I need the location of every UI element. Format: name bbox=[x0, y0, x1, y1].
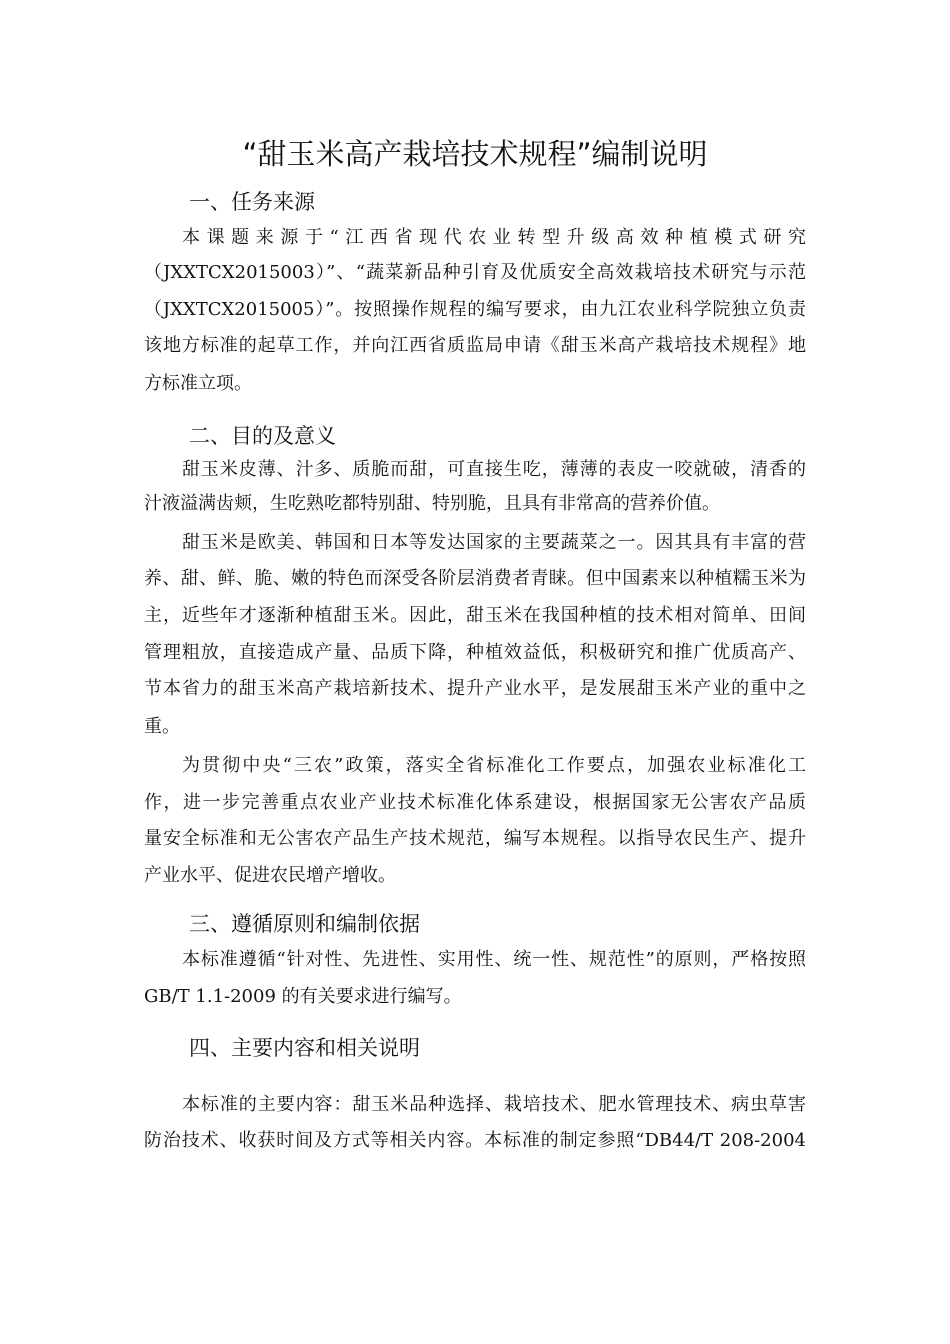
text-line: 本标准的主要内容：甜玉米品种选择、栽培技术、肥水管理技术、病虫草害 bbox=[182, 1094, 806, 1115]
text-line: （JXXTCX2015003）”、“蔬菜新品种引育及优质安全高效栽培技术研究与示范 bbox=[144, 262, 806, 283]
text-line: 主，近些年才逐渐种植甜玉米。因此，甜玉米在我国种植的技术相对简单、田间 bbox=[144, 605, 806, 626]
text-line: 作，进一步完善重点农业产业技术标准化体系建设，根据国家无公害农产品质 bbox=[144, 792, 806, 813]
text-line: 该地方标准的起草工作，并向江西省质监局申请《甜玉米高产栽培技术规程》地 bbox=[144, 335, 806, 356]
text-line: 为贯彻中央“三农”政策，落实全省标准化工作要点，加强农业标准化工 bbox=[182, 755, 806, 776]
section-heading: 四、主要内容和相关说明 bbox=[189, 1036, 420, 1060]
text-line: 甜玉米皮薄、汁多、质脆而甜，可直接生吃，薄薄的表皮一咬就破，清香的 bbox=[182, 459, 806, 480]
text-line: 重。 bbox=[144, 716, 180, 737]
text-line: 管理粗放，直接造成产量、品质下降，种植效益低，积极研究和推广优质高产、 bbox=[144, 642, 806, 663]
section-heading: 二、目的及意义 bbox=[189, 424, 336, 448]
text-line: （JXXTCX2015005）”。按照操作规程的编写要求，由九江农业科学院独立负责 bbox=[144, 299, 806, 320]
section-heading: 三、遵循原则和编制依据 bbox=[189, 912, 420, 936]
text-line: 防治技术、收获时间及方式等相关内容。本标准的制定参照“DB44/T 208-2004 bbox=[144, 1130, 806, 1151]
text-line: 汁液溢满齿颊，生吃熟吃都特别甜、特别脆，且具有非常高的营养价值。 bbox=[144, 493, 720, 514]
document-title: “甜玉米高产栽培技术规程”编制说明 bbox=[242, 137, 708, 171]
section-heading: 一、任务来源 bbox=[189, 190, 315, 214]
text-line: 本课题来源于“江西省现代农业转型升级高效种植模式研究 bbox=[182, 227, 806, 248]
text-line: GB/T 1.1-2009 的有关要求进行编写。 bbox=[144, 986, 462, 1007]
text-line: 量安全标准和无公害农产品生产技术规范，编写本规程。以指导农民生产、提升 bbox=[144, 828, 806, 849]
text-line: 方标准立项。 bbox=[144, 373, 252, 394]
text-line: 本标准遵循“针对性、先进性、实用性、统一性、规范性”的原则，严格按照 bbox=[182, 949, 806, 970]
text-line: 甜玉米是欧美、韩国和日本等发达国家的主要蔬菜之一。因其具有丰富的营 bbox=[182, 532, 806, 553]
text-line: 产业水平、促进农民增产增收。 bbox=[144, 865, 396, 886]
text-line: 养、甜、鲜、脆、嫩的特色而深受各阶层消费者青睐。但中国素来以种植糯玉米为 bbox=[144, 568, 806, 589]
text-line: 节本省力的甜玉米高产栽培新技术、提升产业水平，是发展甜玉米产业的重中之 bbox=[144, 678, 806, 699]
